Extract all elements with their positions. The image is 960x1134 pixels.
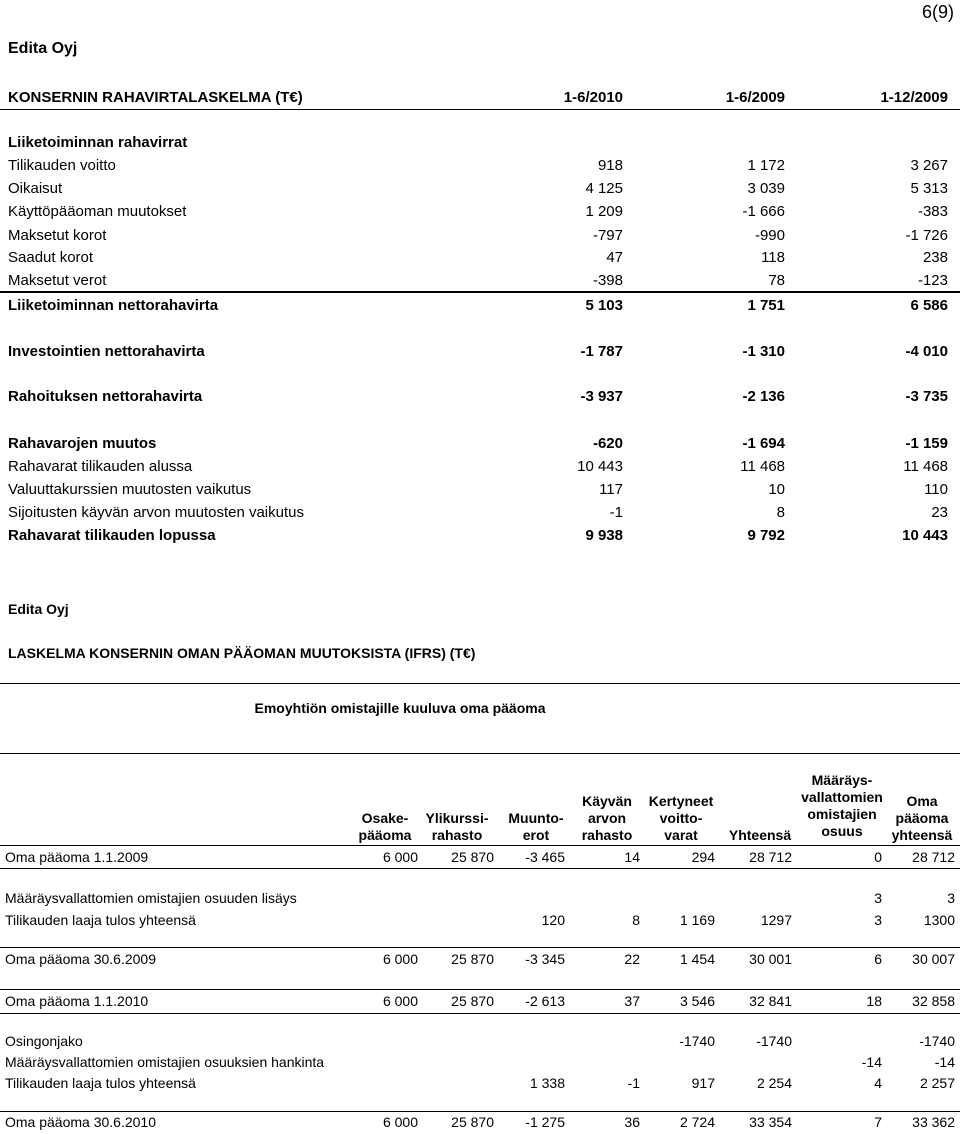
cell: -3 465 [525, 849, 565, 865]
cell: -1740 [679, 1033, 715, 1049]
cell: 1297 [760, 912, 792, 928]
cell: -14 [861, 1054, 882, 1070]
col-header-translation: Muunto- erot [508, 810, 564, 843]
row-label: Tilikauden laaja tulos yhteensä [5, 1075, 196, 1091]
row-label: Valuuttakurssien muutosten vaikutus [8, 481, 252, 498]
table-row [0, 909, 960, 931]
row-value: -2 136 [742, 388, 785, 405]
row-label: Rahavarat tilikauden alussa [8, 458, 193, 475]
row-value: 1 172 [747, 157, 785, 174]
table-row [0, 225, 960, 247]
table-row [0, 990, 960, 1012]
cell: 6 000 [382, 849, 418, 865]
col-header-equity-total: Oma pääoma yhteensä [891, 793, 953, 843]
cell: 30 001 [749, 951, 792, 967]
col-header-share-premium: Ylikurssi- rahasto [425, 810, 489, 843]
cell: 120 [541, 912, 565, 928]
period-3: 1-12/2009 [880, 89, 948, 106]
cell: 25 870 [451, 1114, 494, 1130]
row-value: 8 [776, 504, 785, 521]
row-label: Oikaisut [8, 180, 63, 197]
cell: 14 [624, 849, 640, 865]
row-value: -398 [592, 272, 623, 289]
table-row [0, 887, 960, 909]
cell: 33 362 [912, 1114, 955, 1130]
divider [0, 1013, 960, 1014]
table-row [0, 846, 960, 868]
table-row [0, 1111, 960, 1133]
table-row [0, 178, 960, 200]
table-row [0, 155, 960, 177]
cell: 30 007 [912, 951, 955, 967]
cell: 1 169 [679, 912, 715, 928]
financing-total-row [0, 386, 960, 408]
row-label: Osingonjako [5, 1033, 83, 1049]
table-row [0, 247, 960, 269]
period-1: 1-6/2010 [563, 89, 623, 106]
operating-total-row [0, 295, 960, 317]
row-value: -123 [917, 272, 948, 289]
row-label: Maksetut verot [8, 272, 107, 289]
change-row [0, 433, 960, 455]
cashflow-header-row [0, 87, 960, 109]
cell: 25 870 [451, 951, 494, 967]
cell: 8 [632, 912, 640, 928]
row-label: Oma pääoma 1.1.2009 [5, 849, 149, 865]
row-label: Oma pääoma 30.6.2009 [5, 951, 156, 967]
cell: 3 [874, 890, 882, 906]
group-header: Emoyhtiön omistajille kuuluva oma pääoma [254, 700, 546, 716]
table-row [0, 1072, 960, 1094]
cell: -1 275 [525, 1114, 565, 1130]
cell: 3 [874, 912, 882, 928]
row-value: -1 787 [580, 343, 623, 360]
cell: 18 [866, 993, 882, 1009]
cell: 25 870 [451, 849, 494, 865]
row-value: -1 726 [905, 227, 948, 244]
cell: 6 000 [382, 951, 418, 967]
row-value: 9 792 [747, 527, 785, 544]
row-label: Määräysvallattomien omistajien osuuksien hankinta [5, 1054, 325, 1070]
table-row [0, 270, 960, 292]
cell: 0 [874, 849, 882, 865]
row-value: 23 [931, 504, 948, 521]
table-row [0, 479, 960, 501]
table-row [0, 1030, 960, 1052]
row-label: Rahoituksen nettorahavirta [8, 388, 203, 405]
cell: -1740 [919, 1033, 955, 1049]
cell: 37 [624, 993, 640, 1009]
cell: 7 [874, 1114, 882, 1130]
investing-total-row [0, 341, 960, 363]
divider [0, 291, 960, 293]
table-row [0, 201, 960, 223]
row-value: -1 694 [742, 435, 785, 452]
divider [0, 109, 960, 110]
cell: 32 858 [912, 993, 955, 1009]
cell: 28 712 [749, 849, 792, 865]
row-value: 918 [597, 157, 623, 174]
cell: 1 454 [679, 951, 715, 967]
row-value: 3 039 [747, 180, 785, 197]
equity-company: Edita Oyj [8, 601, 69, 617]
row-label: Oma pääoma 30.6.2010 [5, 1114, 156, 1130]
table-row [0, 1051, 960, 1073]
cell: 4 [874, 1075, 882, 1091]
cell: 294 [691, 849, 715, 865]
row-label: Investointien nettorahavirta [8, 343, 205, 360]
section-operating-label: Liiketoiminnan rahavirrat [8, 134, 188, 151]
cell: 1 338 [529, 1075, 565, 1091]
cell: -3 345 [525, 951, 565, 967]
row-value: 1 751 [747, 297, 785, 314]
row-label: Määräysvallattomien omistajien osuuden lisäys [5, 890, 297, 906]
row-value: 5 103 [585, 297, 623, 314]
row-value: -1 159 [905, 435, 948, 452]
row-value: 11 468 [740, 458, 785, 475]
cell: 2 724 [679, 1114, 715, 1130]
cell: 1300 [923, 912, 955, 928]
cell: 25 870 [451, 993, 494, 1009]
table-row [0, 456, 960, 478]
table-row [0, 502, 960, 524]
row-value: 110 [924, 481, 948, 498]
cell: 3 [947, 890, 955, 906]
col-header-share-capital: Osake- pääoma [358, 810, 412, 843]
row-value: -383 [917, 203, 948, 220]
period-2: 1-6/2009 [725, 89, 785, 106]
row-value: 117 [599, 481, 623, 498]
divider [0, 868, 960, 869]
cell: 917 [691, 1075, 715, 1091]
row-value: 118 [761, 249, 785, 266]
row-value: -4 010 [905, 343, 948, 360]
row-label: Sijoitusten käyvän arvon muutosten vaikutus [8, 504, 304, 521]
row-value: 11 468 [903, 458, 948, 475]
cell: 22 [624, 951, 640, 967]
cell: 32 841 [749, 993, 792, 1009]
cell: -1 [627, 1075, 640, 1091]
row-label: Saadut korot [8, 249, 94, 266]
row-value: 10 [768, 481, 785, 498]
cell: 3 546 [679, 993, 715, 1009]
equity-title: LASKELMA KONSERNIN OMAN PÄÄOMAN MUUTOKSISTA (IFRS) (T€) [8, 645, 476, 661]
cell: 33 354 [749, 1114, 792, 1130]
row-value: -1 666 [742, 203, 785, 220]
row-label: Käyttöpääoman muutokset [8, 203, 187, 220]
row-value: 4 125 [585, 180, 623, 197]
row-value: -1 310 [742, 343, 785, 360]
row-value: -797 [592, 227, 623, 244]
row-value: -620 [592, 435, 623, 452]
row-value: 10 443 [902, 527, 948, 544]
row-value: -1 [609, 504, 623, 521]
row-label: Maksetut korot [8, 227, 107, 244]
cashflow-company: Edita Oyj [8, 40, 78, 57]
row-value: 6 586 [910, 297, 948, 314]
row-label: Tilikauden laaja tulos yhteensä [5, 912, 196, 928]
cell: 6 [874, 951, 882, 967]
ending-row [0, 525, 960, 547]
row-value: 10 443 [577, 458, 623, 475]
row-label: Rahavarat tilikauden lopussa [8, 527, 216, 544]
divider [0, 753, 960, 754]
row-value: 5 313 [910, 180, 948, 197]
row-label: Tilikauden voitto [8, 157, 116, 174]
col-header-fair-value: Käyvän arvon rahasto [581, 793, 633, 843]
col-header-nci: Määräys- vallattomien omistajien osuus [801, 772, 883, 839]
cell: -2 613 [525, 993, 565, 1009]
row-value: 1 209 [585, 203, 623, 220]
row-value: -3 735 [905, 388, 948, 405]
table-row [0, 948, 960, 970]
row-value: 78 [768, 272, 785, 289]
cell: -1740 [756, 1033, 792, 1049]
divider [0, 683, 960, 684]
cell: 6 000 [382, 993, 418, 1009]
row-label: Oma pääoma 1.1.2010 [5, 993, 149, 1009]
cashflow-title: KONSERNIN RAHAVIRTALASKELMA (T€) [8, 89, 303, 106]
page-number: 6(9) [921, 2, 954, 22]
row-value: -990 [754, 227, 785, 244]
col-header-total: Yhteensä [728, 827, 792, 843]
cell: 2 254 [756, 1075, 792, 1091]
cell: 2 257 [919, 1075, 955, 1091]
cell: -14 [934, 1054, 955, 1070]
row-label: Liiketoiminnan nettorahavirta [8, 297, 219, 314]
row-value: -3 937 [580, 388, 623, 405]
row-label: Rahavarojen muutos [8, 435, 157, 452]
cell: 6 000 [382, 1114, 418, 1130]
row-value: 238 [922, 249, 948, 266]
row-value: 3 267 [910, 157, 948, 174]
col-header-retained: Kertyneet voitto- varat [648, 793, 714, 843]
row-value: 47 [606, 249, 623, 266]
cell: 36 [624, 1114, 640, 1130]
row-value: 9 938 [585, 527, 623, 544]
section-heading [0, 132, 960, 154]
cell: 28 712 [912, 849, 955, 865]
